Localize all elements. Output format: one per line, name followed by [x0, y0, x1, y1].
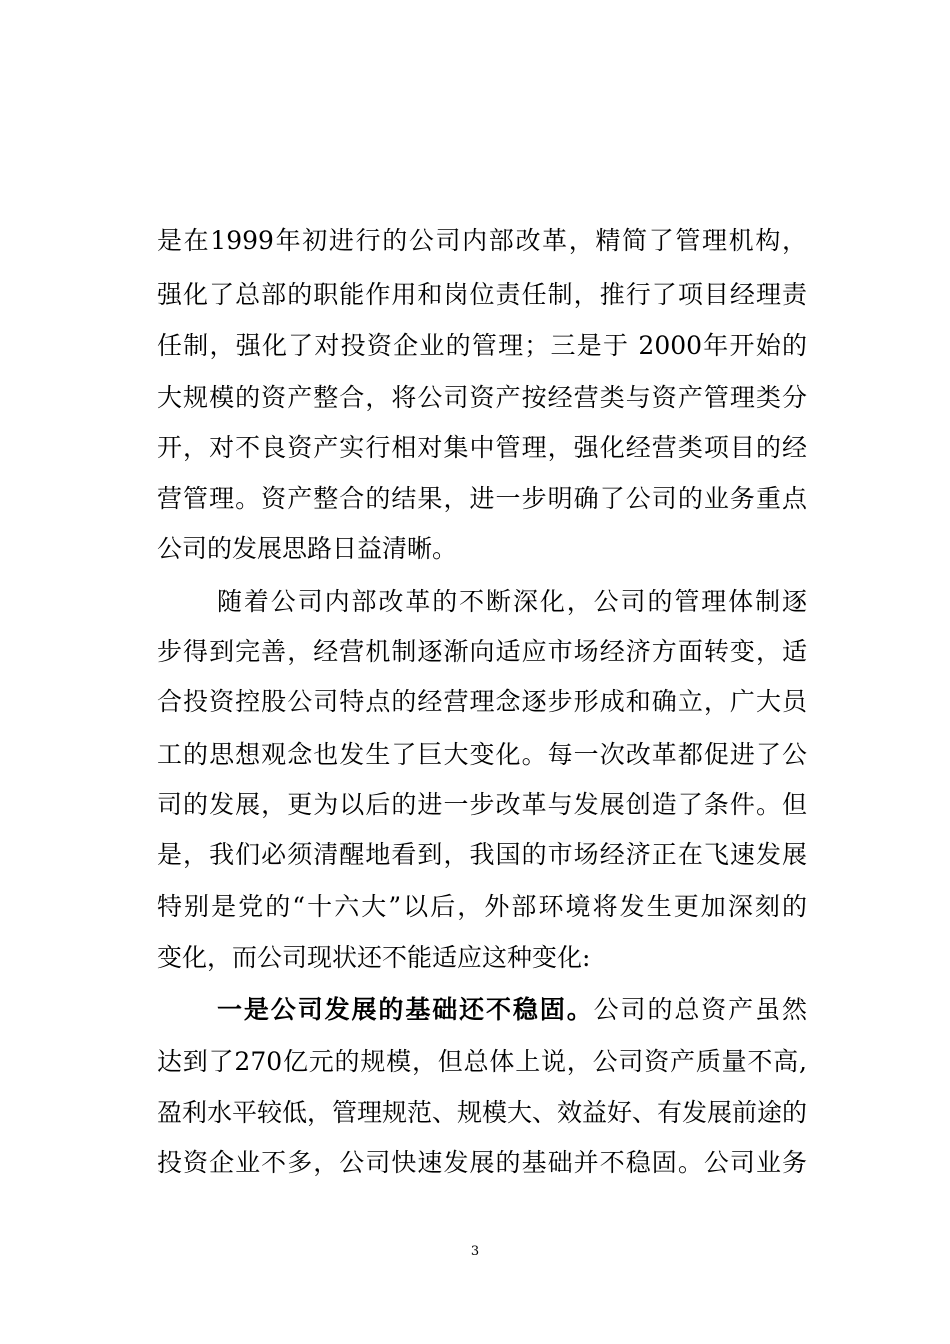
paragraph-2-line-4: 工的思想观念也发生了巨大变化。每一次改革都促进了公 — [157, 740, 807, 769]
page-number: 3 — [470, 1244, 480, 1259]
paragraph-2-line-7: 特别是党的“十六大”以后，外部环境将发生更加深刻的 — [157, 892, 807, 921]
paragraph-3-line-3: 盈利水平较低，管理规范、规模大、效益好、有发展前途的 — [157, 1098, 808, 1127]
paragraph-3-line-4: 投资企业不多，公司快速发展的基础并不稳固。公司业务 — [157, 1148, 807, 1177]
paragraph-2-line-2: 步得到完善，经营机制逐渐向适应市场经济方面转变，适 — [157, 637, 807, 666]
paragraph-3-line-1 — [217, 995, 807, 1025]
paragraph-2-line-5: 司的发展，更为以后的进一步改革与发展创造了条件。但 — [157, 790, 807, 819]
paragraph-2-line-8: 变化，而公司现状还不能适应这种变化: — [157, 943, 591, 972]
paragraph-2-line-6: 是，我们必须清醒地看到，我国的市场经济正在飞速发展 — [157, 840, 807, 869]
paragraph-1-line-5: 开，对不良资产实行相对集中管理，强化经营类项目的经 — [157, 433, 807, 462]
paragraph-1-line-3: 任制，强化了对投资企业的管理；三是于 2000年开始的 — [157, 331, 807, 360]
paragraph-3-line-2: 达到了270亿元的规模，但总体上说，公司资产质量不高, — [157, 1047, 807, 1076]
paragraph-1-line-4: 大规模的资产整合，将公司资产按经营类与资产管理类分 — [157, 383, 807, 412]
paragraph-3-bold-lead: 一是公司发展的基础还不稳固。 — [217, 995, 594, 1024]
paragraph-2-line-1: 随着公司内部改革的不断深化，公司的管理体制逐 — [217, 587, 807, 616]
paragraph-1-line-1: 是在1999年初进行的公司内部改革，精简了管理机构， — [157, 226, 807, 255]
paragraph-1-line-6: 营管理。资产整合的结果，进一步明确了公司的业务重点 — [157, 484, 807, 513]
paragraph-2-line-3: 合投资控股公司特点的经营理念逐步形成和确立，广大员 — [157, 687, 807, 716]
paragraph-1-line-7: 公司的发展思路日益清晰。 — [157, 534, 458, 563]
paragraph-1-line-2: 强化了总部的职能作用和岗位责任制，推行了项目经理责 — [157, 280, 807, 309]
paragraph-3-line-1-text: 公司的总资产虽然 — [593, 995, 807, 1024]
